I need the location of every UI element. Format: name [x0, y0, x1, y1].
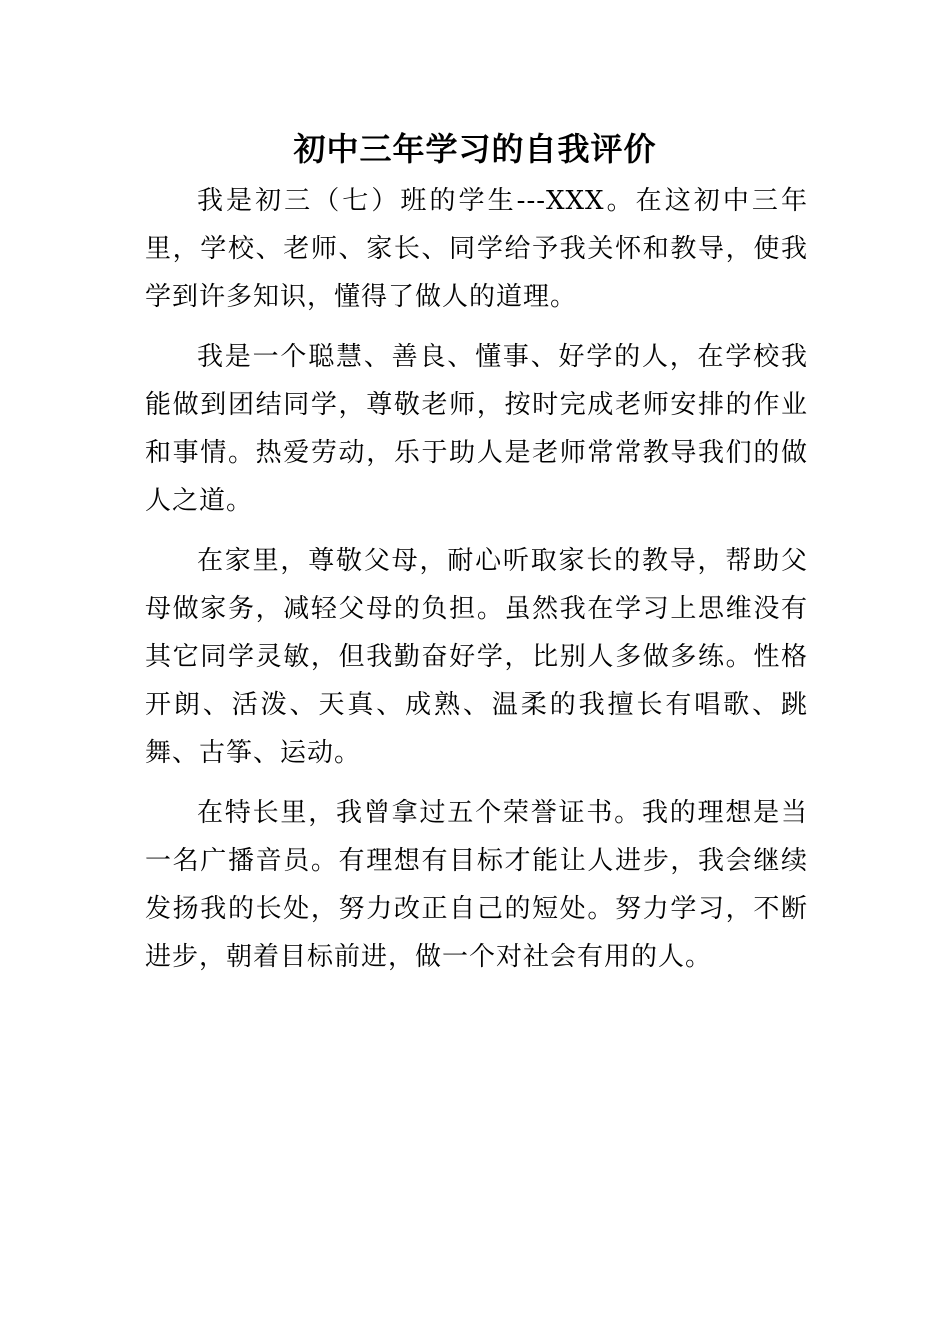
paragraph-3: 在家里，尊敬父母，耐心听取家长的教导，帮助父母做家务，减轻父母的负担。虽然我在学习上思维没有其它同学灵敏，但我勤奋好学，比别人多做多练。性格开朗、活泼、天真、成熟、温柔的我擅长有唱歌、跳舞、古筝、运动。: [145, 546, 808, 768]
paragraph-2: 我是一个聪慧、善良、懂事、好学的人，在学校我能做到团结同学，尊敬老师，按时完成老师安排的作业和事情。热爱劳动，乐于助人是老师常常教导我们的做人之道。: [145, 342, 808, 516]
paragraph-1: 我是初三（七）班的学生---XXX。在这初中三年里，学校、老师、家长、同学给予我关怀和教导，使我学到许多知识，懂得了做人的道理。: [145, 186, 808, 312]
paragraph-4: 在特长里，我曾拿过五个荣誉证书。我的理想是当一名广播音员。有理想有目标才能让人进步，我会继续发扬我的长处，努力改正自己的短处。努力学习，不断进步，朝着目标前进，做一个对社会有用的人。: [145, 798, 808, 972]
document-body: [145, 177, 808, 993]
document-title: 初中三年学习的自我评价: [293, 130, 657, 168]
